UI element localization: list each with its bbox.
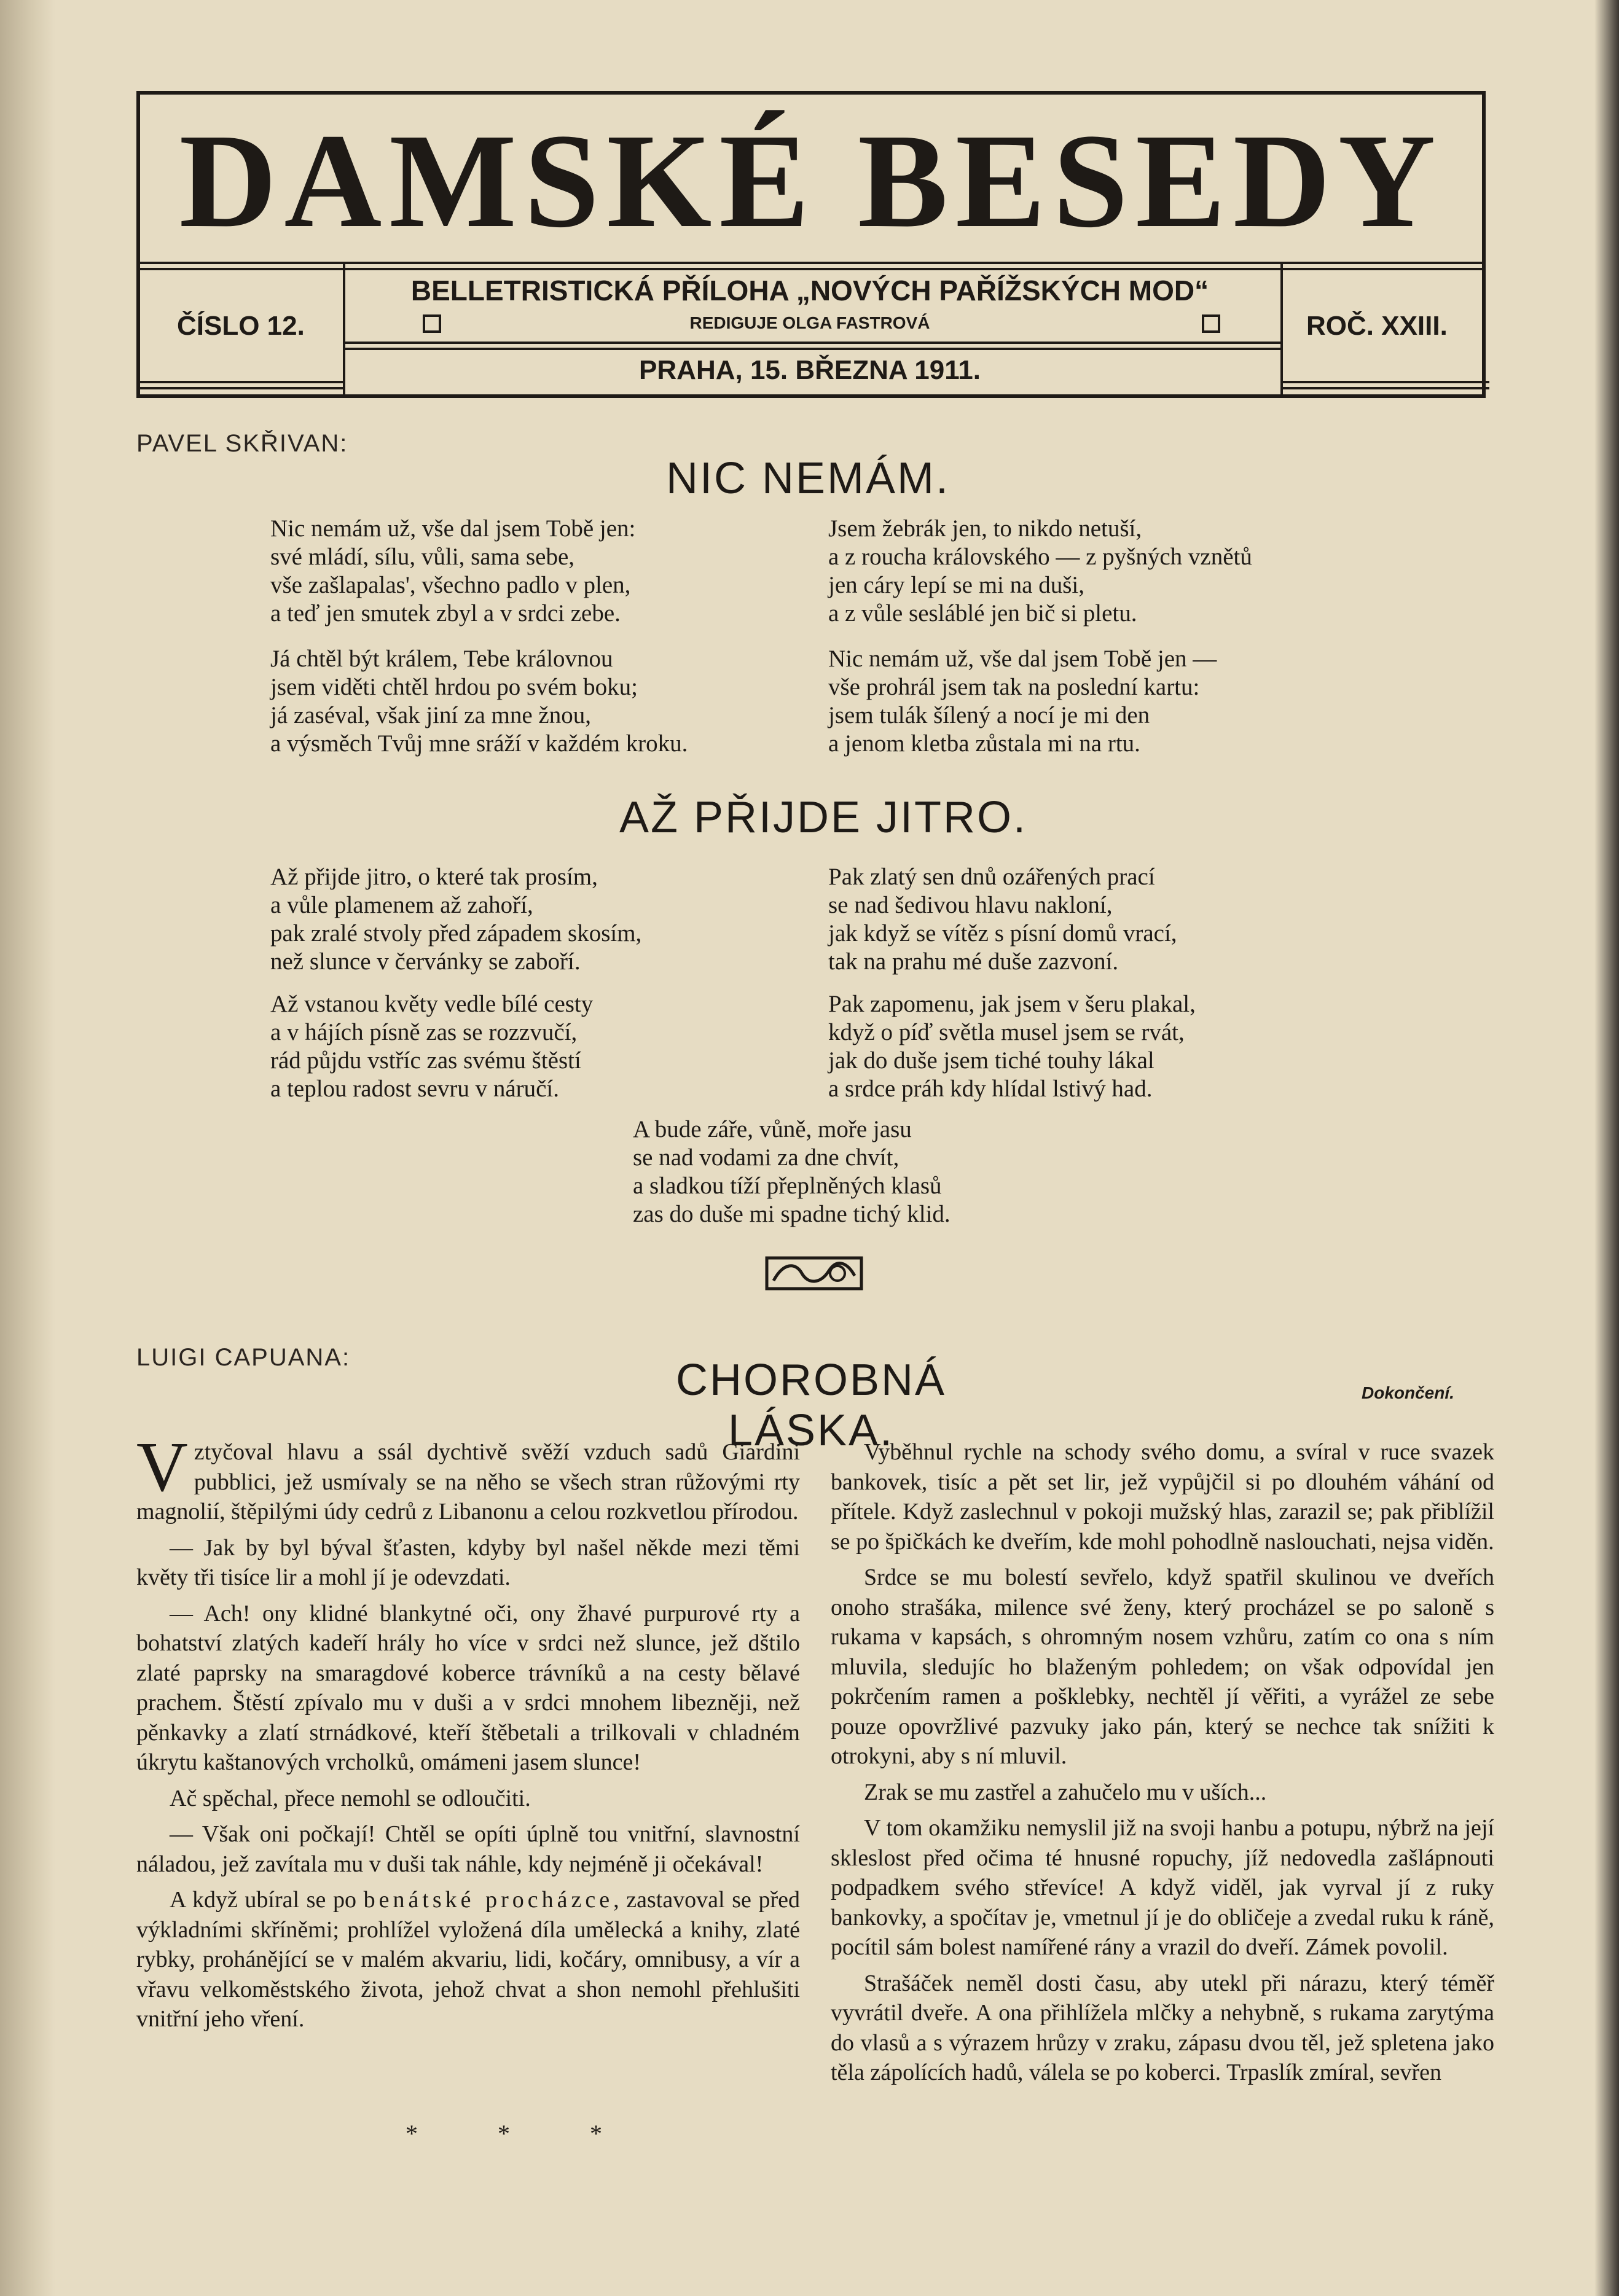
poem-line: Pak zapomenu, jak jsem v šeru plakal, (828, 991, 1196, 1017)
poem-line: jsem tulák šílený a nocí je mi den (828, 702, 1150, 728)
story-author: LUIGI CAPUANA: (136, 1344, 351, 1371)
section-stars: * * * (406, 2120, 639, 2147)
masthead-rule (343, 348, 1280, 350)
paragraph: Ač spěchal, přece nemohl se odloučiti. (170, 1785, 531, 1811)
poem-line: a z vůle sesláblé jen bič si pletu. (828, 600, 1137, 627)
poem-stanza (270, 645, 688, 758)
poem-stanza (828, 863, 1177, 976)
masthead-rule (1280, 381, 1489, 383)
masthead-rule (1280, 387, 1489, 389)
poem-line: zas do duše mi spadne tichý klid. (633, 1201, 951, 1227)
paragraph (136, 1428, 800, 1527)
poem-line: Pak zlatý sen dnů ozářených prací (828, 864, 1155, 890)
paragraph: Srdce se mu bolestí sevřelo, když spatřil skulinou ve dveřích onoho strašáka, milence své ženy, který procházel se po saloně s rukama v kapsách, s ohromným nosem vzhůru, zatím co ona s ním mluvila, sledujíc ho blaženým pohledem; on však odpovídal jen pokrčením ramen a pošklebky, nechtěl jí věřiti, a vyrážel ze sebe pouze opovržlivé pazvuky jako pán, který se nechce tak snížiti k otrokyni, aby s ní mluvil. (831, 1564, 1494, 1769)
poem-line: A bude záře, vůně, moře jasu (633, 1116, 912, 1142)
poem-line: já zaséval, však jiní za mne žnou, (270, 702, 591, 728)
drop-cap: V (136, 1428, 188, 1507)
paragraph: Zrak se mu zastřel a zahučelo mu v uších... (864, 1779, 1267, 1805)
issue-number: ČÍSLO 12. (177, 311, 305, 341)
poem-line: své mládí, sílu, vůli, sama sebe, (270, 544, 575, 570)
poem-line: se nad šedivou hlavu nakloní, (828, 892, 1113, 918)
poem-line: než slunce v červánky se zaboří. (270, 948, 581, 975)
poem-line: vše zašlapalas', všechno padlo v plen, (270, 572, 631, 598)
masthead (136, 91, 1486, 398)
poem-line: Jsem žebrák jen, to nikdo netuší, (828, 515, 1142, 542)
square-ornament-icon (1202, 314, 1220, 333)
paragraph: — Ach! ony klidné blankytné oči, ony žhavé purpurové rty a bohatství zlatých kadeří hrály ho více v srdci než slunce, jež dštilo zlaté paprsky na smaragdové koberce trávníků a na cesty bělavé prachem. Štěstí zpívalo mu v duši a v srdci mnohem libezněji, než pěnkavky a zlatí strnádkové, kteří štěbetali a trilkovali v chladném úkrytu kaštanových vrcholků, omámeni jasem slunce! (136, 1600, 800, 1775)
poem-line: a sladkou tíží přeplněných klasů (633, 1173, 942, 1199)
poem-title: NIC NEMÁM. (666, 454, 950, 503)
masthead-rule (140, 387, 343, 389)
poem-line: jak do duše jsem tiché touhy lákal (828, 1047, 1154, 1074)
emphasized-text: benátské procházce (363, 1887, 614, 1913)
poem-line: a teplou radost sevru v náručí. (270, 1076, 560, 1102)
poem-line: a výsměch Tvůj mne sráží v každém kroku. (270, 730, 688, 757)
masthead-title: DAMSKÉ BESEDY (179, 106, 1443, 256)
poem-line: se nad vodami za dne chvít, (633, 1144, 900, 1171)
poem-line: a z roucha královského — z pyšných vznětů (828, 544, 1252, 570)
poem-stanza (270, 863, 641, 976)
poem-author: PAVEL SKŘIVAN: (136, 430, 348, 457)
poem-title: AŽ PŘIJDE JITRO. (619, 793, 1028, 842)
paragraph: — Jak by byl býval šťasten, kdyby byl našel někde mezi těmi květy tři tisíce lir a mohl jí je odevzdati. (136, 1534, 800, 1590)
poem-stanza (270, 515, 635, 628)
poem-line: a srdce práh kdy hlídal lstivý had. (828, 1076, 1153, 1102)
poem-line: Až přijde jitro, o které tak prosím, (270, 864, 598, 890)
paragraph: Vyběhnul rychle na schody svého domu, a svíral v ruce svazek bankovek, tisíc a pět set lir, jež vypůjčil si po dlouhém váhání od přítele. Když zaslechnul v pokoji mužský hlas, zarazil se; pak přiblížil se po špičkách ke dveřím, kde mohl pohodlně naslouchati, nejsa viděn. (831, 1439, 1494, 1555)
poem-line: pak zralé stvoly před západem skosím, (270, 920, 642, 947)
volume-number: ROČ. XXIII. (1306, 311, 1448, 341)
story-column-right (831, 1437, 1494, 2094)
masthead-rule (343, 342, 1280, 344)
masthead-subtitle: BELLETRISTICKÁ PŘÍLOHA „NOVÝCH PAŘÍŽSKÝCH MOD“ (410, 275, 1209, 307)
paragraph-text: ztyčoval hlavu a ssál dychtivě svěží vzduch sadů Giardini pubblici, jež usmívaly se na něho se všech stran růžovými rty magnolií, štěpilými údy cedrů z Libanonu a celou rozkvetlou přírodou. (136, 1439, 800, 1525)
story-title: CHOROBNÁ LÁSKA. (675, 1356, 947, 1455)
poem-line: jak když se vítěz s písní domů vrací, (828, 920, 1177, 947)
masthead-divider (1280, 262, 1283, 394)
poem-line: tak na prahu mé duše zazvoní. (828, 948, 1119, 975)
poem-line: jen cáry lepí se mi na duši, (828, 572, 1084, 598)
poem-line: vše prohrál jsem tak na poslední kartu: (828, 674, 1200, 700)
story-column-left (136, 1428, 801, 2040)
paragraph: V tom okamžiku nemyslil již na svoji hanbu a potupu, nýbrž na její skleslost před očima té hnusné ropuchy, jíž nedovedla zašlápnouti podpadkem svého střevíce! A když viděl, jak vyrval jí z ruky bankovky, a spočítav je, vmetnul jí je do obličeje a zvedal ruku k ráně, pocítil sám bolest namířené rány a vrazil do dveří. Zámek povolil. (831, 1815, 1494, 1960)
paragraph-text: , zastavoval se před výkladními skříněmi; prohlížel vyložená díla umělecká a knihy, zlaté rybky, prohánějící se v malém akvariu, lidi, kočáry, omnibusy, a vír a vřavu velkoměstského života, jehož chvat a shon nemohl přehlušiti vnitřní jeho vření. (136, 1887, 801, 2032)
poem-line: když o píď světla musel jsem se rvát, (828, 1019, 1185, 1045)
poem-line: jsem viděti chtěl hrdou po svém boku; (270, 674, 638, 700)
poem-stanza (633, 1115, 951, 1228)
masthead-date: PRAHA, 15. BŘEZNA 1911. (639, 355, 981, 385)
poem-stanza (270, 990, 593, 1103)
poem-line: a jenom kletba zůstala mi na rtu. (828, 730, 1140, 757)
poem-stanza (828, 990, 1196, 1103)
paragraph-text: A když ubíral se po (170, 1887, 356, 1913)
poem-line: Až vstanou květy vedle bílé cesty (270, 991, 594, 1017)
masthead-editor: REDIGUJE OLGA FASTROVÁ (689, 313, 930, 332)
ornament-icon (765, 1256, 863, 1291)
poem-stanza (828, 645, 1217, 758)
poem-line: Já chtěl být králem, Tebe královnou (270, 646, 613, 672)
poem-stanza (828, 515, 1252, 628)
paragraph: Strašáček neměl dosti času, aby utekl při nárazu, který téměř vyvrátil dveře. A ona přihlížela mlčky a nehybně, s rukama zarytýma do vlasů a s výrazem hrůzy v zraku, zápasu dvou těl, jež spletena jako těla zápolících hadů, válela se po koberci. Trpaslík zmíral, sevřen (831, 1970, 1494, 2085)
paragraph (136, 1885, 800, 2034)
poem-line: rád půjdu vstříc zas svému štěstí (270, 1047, 581, 1074)
masthead-divider (343, 262, 345, 394)
poem-line: Nic nemám už, vše dal jsem Tobě jen — (828, 646, 1217, 672)
paragraph: — Však oni počkají! Chtěl se opíti úplně tou vnitřní, slavnostní náladou, jež zavítala mu v duši tak náhle, kdy nejméně ji očekával! (136, 1821, 800, 1877)
poem-line: a vůle plamenem až zahoří, (270, 892, 533, 918)
poem-line: a teď jen smutek zbyl a v srdci zebe. (270, 600, 621, 627)
masthead-rule (140, 381, 343, 383)
continuation-note: Dokončení. (1362, 1383, 1454, 1402)
poem-line: Nic nemám už, vše dal jsem Tobě jen: (270, 515, 636, 542)
poem-line: a v hájích písně zas se rozzvučí, (270, 1019, 578, 1045)
